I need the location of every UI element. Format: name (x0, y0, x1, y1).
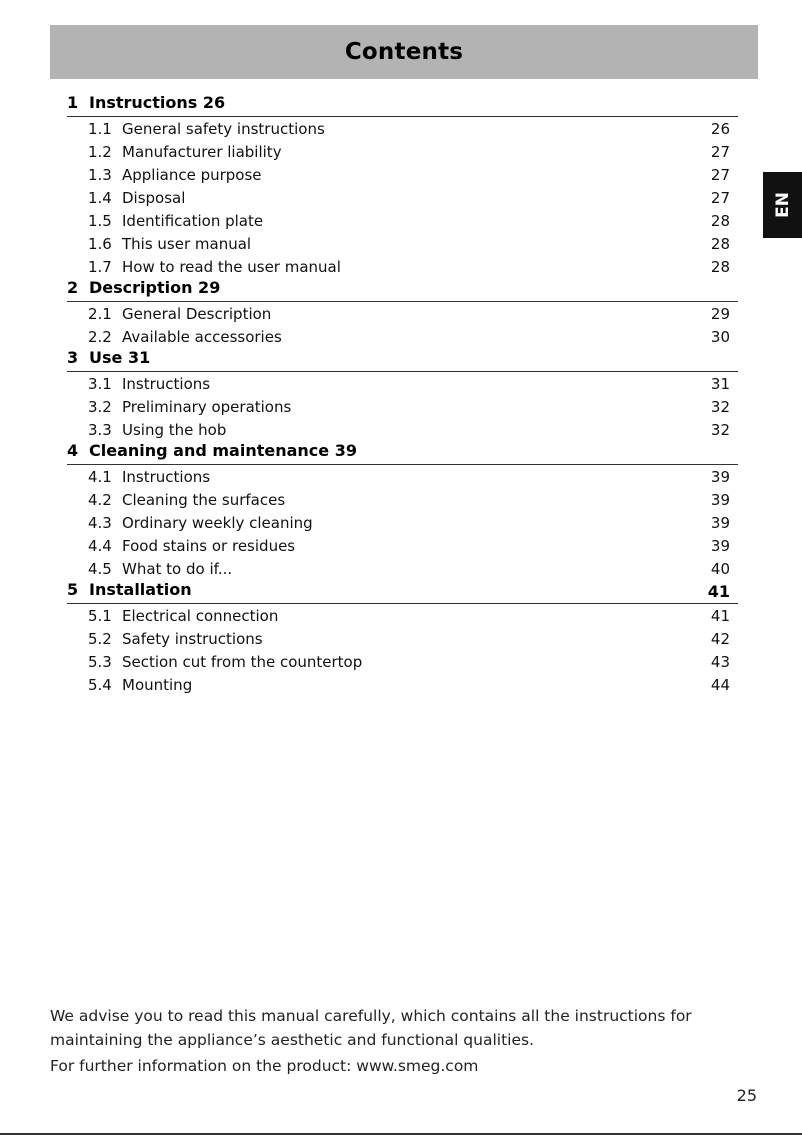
toc-entry-list (67, 117, 738, 278)
entry-number: 2.1 (88, 304, 112, 323)
entry-number: 4.2 (88, 490, 112, 509)
section-number: 5 (67, 580, 79, 599)
entry-number: 2.2 (88, 327, 112, 346)
footer-divider (0, 1133, 802, 1135)
language-tab-label: EN (772, 192, 793, 218)
toc-entry[interactable] (67, 395, 738, 418)
entry-number: 1.6 (88, 234, 112, 253)
intro-paragraph: We advise you to read this manual carefully, which contains all the instructions for maintaining the appliance’s aesthetic and functional qualities. (50, 1007, 692, 1049)
entry-number: 5.2 (88, 629, 112, 648)
entry-number: 3.3 (88, 420, 112, 439)
entry-title: Manufacturer liability (122, 142, 282, 161)
entry-number: 5.1 (88, 606, 112, 625)
entry-page-number: 42 (710, 629, 730, 648)
toc-entry[interactable] (67, 673, 738, 696)
entry-number: 1.5 (88, 211, 112, 230)
section-title: Use 31 (89, 348, 151, 367)
entry-page-number: 41 (710, 606, 730, 625)
toc-section (67, 441, 738, 580)
toc-entry[interactable] (67, 209, 738, 232)
entry-number: 1.7 (88, 257, 112, 276)
toc-entry[interactable] (67, 465, 738, 488)
section-title: Instructions 26 (89, 93, 226, 112)
entry-page-number: 39 (710, 490, 730, 509)
section-number: 3 (67, 348, 79, 367)
entry-page-number: 39 (710, 536, 730, 555)
toc-entry[interactable] (67, 163, 738, 186)
entry-page-number: 30 (710, 327, 730, 346)
entry-page-number: 28 (710, 257, 730, 276)
toc-entry[interactable] (67, 488, 738, 511)
entry-number: 5.3 (88, 652, 112, 671)
entry-title: General safety instructions (122, 119, 325, 138)
toc-entry[interactable] (67, 117, 738, 140)
entry-title: Available accessories (122, 327, 282, 346)
entry-number: 3.2 (88, 397, 112, 416)
toc-entry[interactable] (67, 140, 738, 163)
entry-number: 4.3 (88, 513, 112, 532)
toc-section-heading[interactable] (67, 348, 738, 372)
toc-section-heading[interactable] (67, 441, 738, 465)
toc-entry[interactable] (67, 604, 738, 627)
toc-entry[interactable] (67, 511, 738, 534)
entry-number: 1.1 (88, 119, 112, 138)
toc-entry[interactable] (67, 255, 738, 278)
entry-page-number: 43 (710, 652, 730, 671)
toc-section (67, 93, 738, 278)
entry-title: Identification plate (122, 211, 264, 230)
intro-text (50, 1004, 750, 1078)
contents-header-bar (50, 25, 758, 79)
toc-entry[interactable] (67, 372, 738, 395)
toc-section (67, 278, 738, 348)
entry-page-number: 28 (710, 234, 730, 253)
entry-number: 4.1 (88, 467, 112, 486)
entry-title: How to read the user manual (122, 257, 341, 276)
entry-title: Cleaning the surfaces (122, 490, 286, 509)
toc-entry-list (67, 465, 738, 580)
entry-page-number: 27 (710, 142, 730, 161)
entry-page-number: 44 (710, 675, 730, 694)
section-title: Description 29 (89, 278, 221, 297)
entry-number: 1.2 (88, 142, 112, 161)
toc-entry[interactable] (67, 325, 738, 348)
section-number: 2 (67, 278, 79, 297)
entry-page-number: 29 (710, 304, 730, 323)
entry-number: 3.1 (88, 374, 112, 393)
toc-entry-list (67, 372, 738, 441)
entry-title: Preliminary operations (122, 397, 292, 416)
toc-section (67, 580, 738, 696)
entry-page-number: 32 (710, 397, 730, 416)
entry-number: 4.4 (88, 536, 112, 555)
entry-page-number: 27 (710, 165, 730, 184)
toc-entry-list (67, 604, 738, 696)
entry-page-number: 40 (710, 559, 730, 578)
toc-entry[interactable] (67, 557, 738, 580)
entry-title: What to do if... (122, 559, 233, 578)
entry-title: General Description (122, 304, 272, 323)
website-paragraph: For further information on the product: www.smeg.com (50, 1057, 479, 1075)
entry-title: Mounting (122, 675, 193, 694)
page-number: 25 (736, 1086, 757, 1105)
entry-page-number: 27 (710, 188, 730, 207)
entry-title: Safety instructions (122, 629, 263, 648)
toc-entry[interactable] (67, 650, 738, 673)
toc-section-heading[interactable] (67, 580, 738, 604)
entry-page-number: 39 (710, 513, 730, 532)
entry-number: 1.3 (88, 165, 112, 184)
entry-page-number: 28 (710, 211, 730, 230)
entry-title: Ordinary weekly cleaning (122, 513, 313, 532)
entry-page-number: 39 (710, 467, 730, 486)
toc-section (67, 348, 738, 441)
section-number: 1 (67, 93, 79, 112)
toc-entry-list (67, 302, 738, 348)
entry-title: Instructions (122, 374, 211, 393)
toc-entry[interactable] (67, 418, 738, 441)
toc-entry[interactable] (67, 186, 738, 209)
toc-entry[interactable] (67, 627, 738, 650)
section-title: Installation (89, 580, 192, 599)
table-of-contents (67, 93, 738, 696)
section-page-number: 41 (707, 582, 730, 601)
entry-title: Instructions (122, 467, 211, 486)
entry-title: Section cut from the countertop (122, 652, 363, 671)
entry-title: Using the hob (122, 420, 227, 439)
entry-title: Disposal (122, 188, 186, 207)
entry-number: 5.4 (88, 675, 112, 694)
entry-title: Electrical connection (122, 606, 279, 625)
entry-number: 4.5 (88, 559, 112, 578)
entry-number: 1.4 (88, 188, 112, 207)
entry-page-number: 32 (710, 420, 730, 439)
language-tab (763, 172, 802, 238)
toc-entry[interactable] (67, 534, 738, 557)
section-number: 4 (67, 441, 79, 460)
toc-entry[interactable] (67, 302, 738, 325)
page-title: Contents (344, 39, 464, 65)
toc-entry[interactable] (67, 232, 738, 255)
entry-page-number: 31 (710, 374, 730, 393)
entry-title: Food stains or residues (122, 536, 296, 555)
entry-page-number: 26 (710, 119, 730, 138)
entry-title: This user manual (122, 234, 252, 253)
entry-title: Appliance purpose (122, 165, 262, 184)
toc-section-heading[interactable] (67, 278, 738, 302)
toc-section-heading[interactable] (67, 93, 738, 117)
section-title: Cleaning and maintenance 39 (89, 441, 357, 460)
